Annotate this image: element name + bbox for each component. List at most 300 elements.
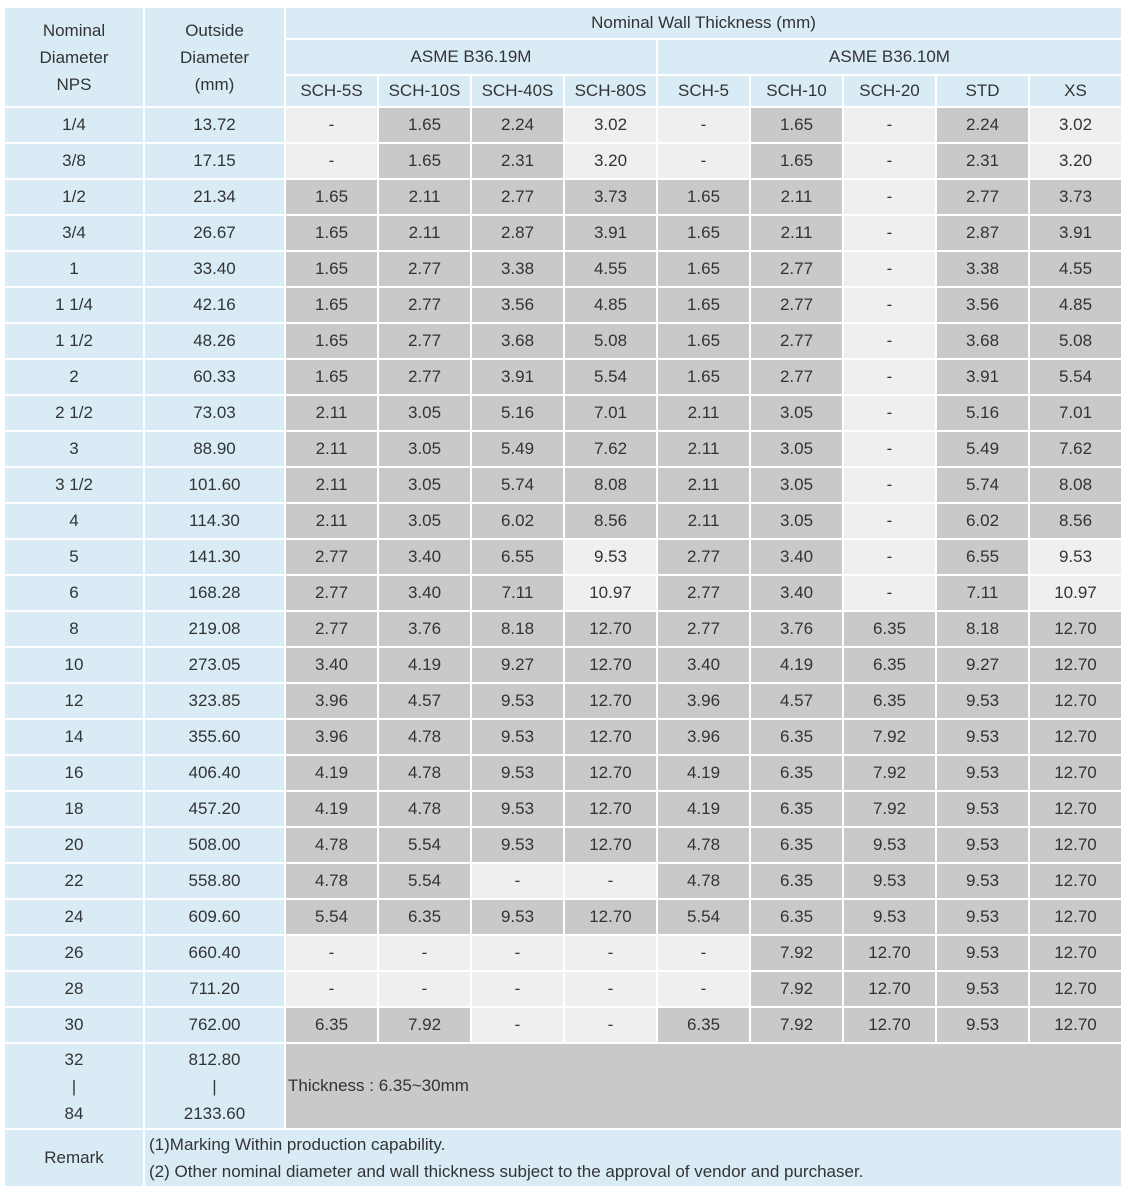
thickness-cell: - <box>565 864 656 898</box>
thickness-cell: 2.77 <box>751 252 842 286</box>
thickness-cell: 2.77 <box>658 576 749 610</box>
thickness-cell: 2.77 <box>379 324 470 358</box>
thickness-cell: 4.57 <box>379 684 470 718</box>
thickness-cell: - <box>844 396 935 430</box>
thickness-cell: 4.78 <box>379 792 470 826</box>
outside-diameter-cell: 660.40 <box>145 936 284 970</box>
thickness-cell: 5.08 <box>565 324 656 358</box>
outside-diameter-cell: 21.34 <box>145 180 284 214</box>
thickness-cell: 7.92 <box>751 936 842 970</box>
thickness-cell: 2.77 <box>286 540 377 574</box>
outside-diameter-line-2: Diameter <box>180 47 249 67</box>
thickness-cell: 5.54 <box>379 828 470 862</box>
table-row <box>5 900 1121 934</box>
range-od-line: | <box>212 1076 217 1096</box>
thickness-cell: 3.40 <box>286 648 377 682</box>
thickness-cell: 12.70 <box>1030 792 1121 826</box>
thickness-cell: 5.49 <box>937 432 1028 466</box>
thickness-cell: 2.11 <box>751 180 842 214</box>
outside-diameter-cell: 17.15 <box>145 144 284 178</box>
outside-diameter-cell: 273.05 <box>145 648 284 682</box>
thickness-cell: 2.11 <box>658 396 749 430</box>
thickness-cell: 9.53 <box>937 684 1028 718</box>
thickness-cell: 3.76 <box>379 612 470 646</box>
schedule-header-sch-5s: SCH-5S <box>286 76 377 106</box>
thickness-cell: 12.70 <box>565 756 656 790</box>
thickness-cell: 4.85 <box>565 288 656 322</box>
thickness-cell: 5.54 <box>658 900 749 934</box>
table-row <box>5 324 1121 358</box>
thickness-cell: 6.35 <box>751 828 842 862</box>
thickness-cell: - <box>565 972 656 1006</box>
thickness-cell: 6.35 <box>751 720 842 754</box>
outside-diameter-cell: 26.67 <box>145 216 284 250</box>
table-row <box>5 1008 1121 1042</box>
thickness-cell: 7.92 <box>751 972 842 1006</box>
thickness-cell: 7.62 <box>1030 432 1121 466</box>
thickness-cell: 12.70 <box>1030 612 1121 646</box>
thickness-cell: - <box>472 1008 563 1042</box>
thickness-cell: 1.65 <box>658 360 749 394</box>
thickness-cell: - <box>658 936 749 970</box>
thickness-cell: 12.70 <box>1030 936 1121 970</box>
thickness-cell: - <box>658 108 749 142</box>
outside-diameter-line-1: Outside <box>185 20 244 40</box>
thickness-cell: - <box>844 108 935 142</box>
thickness-cell: 7.01 <box>565 396 656 430</box>
nps-cell: 1 <box>5 252 143 286</box>
nps-cell: 3 1/2 <box>5 468 143 502</box>
thickness-cell: 2.11 <box>286 396 377 430</box>
thickness-cell: 3.02 <box>1030 108 1121 142</box>
header-row-1 <box>5 8 1121 38</box>
nps-cell: 18 <box>5 792 143 826</box>
nps-cell: 2 1/2 <box>5 396 143 430</box>
thickness-cell: - <box>844 216 935 250</box>
outside-diameter-cell: 457.20 <box>145 792 284 826</box>
thickness-cell: 10.97 <box>1030 576 1121 610</box>
thickness-cell: 2.11 <box>658 432 749 466</box>
thickness-cell: 9.53 <box>937 756 1028 790</box>
thickness-cell: 3.91 <box>472 360 563 394</box>
thickness-cell: - <box>844 468 935 502</box>
thickness-cell: 9.53 <box>844 864 935 898</box>
thickness-cell: 1.65 <box>286 252 377 286</box>
thickness-cell: - <box>844 252 935 286</box>
thickness-cell: 1.65 <box>286 216 377 250</box>
nps-cell: 2 <box>5 360 143 394</box>
outside-diameter-cell: 558.80 <box>145 864 284 898</box>
table-row <box>5 252 1121 286</box>
table-row <box>5 468 1121 502</box>
pipe-schedule-table <box>3 6 1123 1188</box>
thickness-cell: 12.70 <box>844 1008 935 1042</box>
thickness-cell: 6.02 <box>937 504 1028 538</box>
schedule-header-sch-10s: SCH-10S <box>379 76 470 106</box>
thickness-cell: 5.74 <box>472 468 563 502</box>
thickness-cell: 2.77 <box>472 180 563 214</box>
thickness-cell: 2.77 <box>751 288 842 322</box>
nps-cell: 30 <box>5 1008 143 1042</box>
thickness-cell: 12.70 <box>565 612 656 646</box>
thickness-cell: 8.56 <box>565 504 656 538</box>
thickness-cell: 5.49 <box>472 432 563 466</box>
thickness-cell: 5.74 <box>937 468 1028 502</box>
thickness-cell: 3.05 <box>379 396 470 430</box>
thickness-cell: 9.53 <box>472 756 563 790</box>
thickness-cell: 9.53 <box>937 864 1028 898</box>
thickness-cell: - <box>844 504 935 538</box>
schedule-header-xs: XS <box>1030 76 1121 106</box>
thickness-cell: 5.54 <box>565 360 656 394</box>
thickness-cell: 9.53 <box>937 828 1028 862</box>
thickness-cell: 9.53 <box>565 540 656 574</box>
thickness-cell: 2.77 <box>379 360 470 394</box>
nps-cell: 1 1/4 <box>5 288 143 322</box>
thickness-cell: 2.31 <box>472 144 563 178</box>
thickness-cell: 9.53 <box>472 720 563 754</box>
thickness-cell: 12.70 <box>1030 684 1121 718</box>
thickness-cell: 4.78 <box>379 720 470 754</box>
thickness-cell: 12.70 <box>565 648 656 682</box>
thickness-cell: 2.11 <box>379 216 470 250</box>
thickness-cell: 6.35 <box>844 648 935 682</box>
thickness-cell: 3.40 <box>751 576 842 610</box>
outside-diameter-cell: 33.40 <box>145 252 284 286</box>
standard-asme-b36-10m: ASME B36.10M <box>658 40 1121 74</box>
thickness-cell: 3.05 <box>379 504 470 538</box>
nps-cell: 1/4 <box>5 108 143 142</box>
thickness-cell: 12.70 <box>844 936 935 970</box>
thickness-cell: 2.31 <box>937 144 1028 178</box>
table-row <box>5 432 1121 466</box>
outside-diameter-cell: 13.72 <box>145 108 284 142</box>
thickness-cell: 12.70 <box>1030 1008 1121 1042</box>
thickness-cell: 3.40 <box>751 540 842 574</box>
thickness-cell: 4.19 <box>751 648 842 682</box>
thickness-cell: 9.53 <box>1030 540 1121 574</box>
thickness-cell: 2.24 <box>472 108 563 142</box>
thickness-cell: 12.70 <box>1030 756 1121 790</box>
thickness-cell: 1.65 <box>379 108 470 142</box>
table-row <box>5 216 1121 250</box>
remark-line: (2) Other nominal diameter and wall thickness subject to the approval of vendor and purchaser. <box>149 1162 864 1181</box>
thickness-cell: 3.38 <box>472 252 563 286</box>
table-row <box>5 108 1121 142</box>
thickness-cell: 3.20 <box>1030 144 1121 178</box>
nps-cell: 10 <box>5 648 143 682</box>
thickness-cell: 4.57 <box>751 684 842 718</box>
thickness-cell: - <box>286 108 377 142</box>
schedule-header-sch-40s: SCH-40S <box>472 76 563 106</box>
outside-diameter-cell: 323.85 <box>145 684 284 718</box>
thickness-cell: 4.19 <box>379 648 470 682</box>
thickness-cell: 6.35 <box>751 864 842 898</box>
remark-row <box>5 1130 1121 1186</box>
schedule-header-sch-80s: SCH-80S <box>565 76 656 106</box>
thickness-cell: 3.96 <box>658 720 749 754</box>
standard-asme-b36-19m: ASME B36.19M <box>286 40 656 74</box>
range-nps-cell <box>5 1044 143 1128</box>
thickness-range-note: Thickness : 6.35~30mm <box>286 1044 1121 1128</box>
nps-cell: 6 <box>5 576 143 610</box>
table-row <box>5 396 1121 430</box>
range-nps-line: 32 <box>64 1049 84 1069</box>
thickness-cell: 3.68 <box>472 324 563 358</box>
thickness-cell: 8.08 <box>565 468 656 502</box>
table-row <box>5 972 1121 1006</box>
thickness-cell: 5.16 <box>472 396 563 430</box>
thickness-cell: 6.35 <box>658 1008 749 1042</box>
table-row <box>5 540 1121 574</box>
thickness-cell: 12.70 <box>1030 720 1121 754</box>
thickness-cell: 6.35 <box>379 900 470 934</box>
thickness-cell: 3.40 <box>658 648 749 682</box>
thickness-cell: 3.73 <box>1030 180 1121 214</box>
thickness-cell: 3.96 <box>286 684 377 718</box>
outside-diameter-cell: 168.28 <box>145 576 284 610</box>
thickness-cell: 1.65 <box>658 180 749 214</box>
table-row <box>5 288 1121 322</box>
thickness-cell: 9.53 <box>937 792 1028 826</box>
range-od-line: 2133.60 <box>183 1103 246 1123</box>
thickness-cell: 4.78 <box>658 864 749 898</box>
thickness-cell: - <box>844 288 935 322</box>
thickness-cell: 2.11 <box>286 432 377 466</box>
nominal-diameter-header <box>5 8 143 106</box>
thickness-cell: 2.77 <box>286 612 377 646</box>
remark-content <box>145 1130 1121 1186</box>
thickness-cell: - <box>286 972 377 1006</box>
thickness-cell: 5.16 <box>937 396 1028 430</box>
nps-cell: 4 <box>5 504 143 538</box>
thickness-cell: 3.05 <box>751 468 842 502</box>
thickness-cell: 3.96 <box>286 720 377 754</box>
outside-diameter-cell: 406.40 <box>145 756 284 790</box>
outside-diameter-cell: 88.90 <box>145 432 284 466</box>
thickness-cell: 4.55 <box>1030 252 1121 286</box>
thickness-cell: 7.92 <box>379 1008 470 1042</box>
thickness-cell: 1.65 <box>658 288 749 322</box>
range-nps-line: | <box>71 1076 77 1096</box>
table-row <box>5 828 1121 862</box>
thickness-cell: 2.77 <box>379 252 470 286</box>
thickness-cell: 5.08 <box>1030 324 1121 358</box>
nps-cell: 3/8 <box>5 144 143 178</box>
nps-cell: 28 <box>5 972 143 1006</box>
thickness-cell: 3.40 <box>379 540 470 574</box>
thickness-cell: 12.70 <box>1030 828 1121 862</box>
thickness-cell: - <box>472 936 563 970</box>
thickness-cell: 5.54 <box>379 864 470 898</box>
thickness-cell: 7.01 <box>1030 396 1121 430</box>
thickness-cell: 9.53 <box>937 720 1028 754</box>
thickness-cell: 4.78 <box>286 828 377 862</box>
thickness-cell: 1.65 <box>286 324 377 358</box>
thickness-cell: - <box>472 864 563 898</box>
thickness-cell: 3.20 <box>565 144 656 178</box>
thickness-cell: 3.05 <box>379 468 470 502</box>
thickness-cell: 9.53 <box>472 792 563 826</box>
thickness-cell: 6.02 <box>472 504 563 538</box>
nominal-diameter-line-1: Nominal <box>42 20 106 40</box>
thickness-cell: 12.70 <box>565 720 656 754</box>
thickness-cell: 3.38 <box>937 252 1028 286</box>
range-od-cell <box>145 1044 284 1128</box>
thickness-cell: - <box>472 972 563 1006</box>
table-row <box>5 756 1121 790</box>
thickness-cell: 4.85 <box>1030 288 1121 322</box>
thickness-cell: 9.53 <box>937 900 1028 934</box>
thickness-cell: 3.91 <box>937 360 1028 394</box>
thickness-cell: - <box>844 324 935 358</box>
table-row <box>5 648 1121 682</box>
thickness-cell: 12.70 <box>1030 900 1121 934</box>
remark-line: (1)Marking Within production capability. <box>149 1135 446 1154</box>
thickness-cell: 2.11 <box>286 468 377 502</box>
outside-diameter-cell: 609.60 <box>145 900 284 934</box>
thickness-cell: 3.56 <box>937 288 1028 322</box>
outside-diameter-cell: 355.60 <box>145 720 284 754</box>
nominal-diameter-line-2: Diameter <box>39 47 109 67</box>
thickness-cell: 3.68 <box>937 324 1028 358</box>
thickness-cell: 8.56 <box>1030 504 1121 538</box>
nps-cell: 1/2 <box>5 180 143 214</box>
table-row <box>5 936 1121 970</box>
thickness-cell: - <box>379 972 470 1006</box>
thickness-cell: 1.65 <box>286 360 377 394</box>
thickness-cell: 2.11 <box>658 468 749 502</box>
thickness-cell: 9.53 <box>472 828 563 862</box>
table-row <box>5 720 1121 754</box>
thickness-cell: 3.05 <box>751 432 842 466</box>
table-row <box>5 360 1121 394</box>
thickness-cell: 3.05 <box>379 432 470 466</box>
thickness-cell: 1.65 <box>658 324 749 358</box>
thickness-cell: 9.53 <box>472 900 563 934</box>
thickness-cell: 6.35 <box>751 792 842 826</box>
thickness-cell: 4.19 <box>286 792 377 826</box>
thickness-cell: 4.19 <box>286 756 377 790</box>
thickness-cell: 9.27 <box>472 648 563 682</box>
nominal-diameter-line-3: NPS <box>56 74 92 94</box>
thickness-cell: 2.87 <box>937 216 1028 250</box>
nps-cell: 8 <box>5 612 143 646</box>
thickness-cell: 12.70 <box>844 972 935 1006</box>
thickness-cell: 3.40 <box>379 576 470 610</box>
range-od-line: 812.80 <box>188 1049 241 1069</box>
thickness-cell: 2.77 <box>937 180 1028 214</box>
outside-diameter-cell: 73.03 <box>145 396 284 430</box>
thickness-cell: 1.65 <box>379 144 470 178</box>
thickness-cell: 9.53 <box>937 972 1028 1006</box>
thickness-cell: 9.53 <box>937 1008 1028 1042</box>
outside-diameter-cell: 101.60 <box>145 468 284 502</box>
nps-cell: 26 <box>5 936 143 970</box>
thickness-cell: 7.92 <box>844 756 935 790</box>
thickness-cell: 1.65 <box>658 216 749 250</box>
thickness-cell: 12.70 <box>565 828 656 862</box>
thickness-cell: - <box>286 936 377 970</box>
outside-diameter-header <box>145 8 284 106</box>
thickness-cell: 6.35 <box>844 612 935 646</box>
thickness-cell: - <box>658 144 749 178</box>
thickness-cell: 8.18 <box>472 612 563 646</box>
outside-diameter-cell: 114.30 <box>145 504 284 538</box>
thickness-cell: 2.77 <box>286 576 377 610</box>
outside-diameter-cell: 219.08 <box>145 612 284 646</box>
nps-cell: 3 <box>5 432 143 466</box>
thickness-cell: 7.11 <box>472 576 563 610</box>
thickness-cell: 12.70 <box>1030 972 1121 1006</box>
thickness-cell: 9.53 <box>937 936 1028 970</box>
thickness-cell: 3.76 <box>751 612 842 646</box>
wall-thickness-title: Nominal Wall Thickness (mm) <box>286 8 1121 38</box>
outside-diameter-cell: 48.26 <box>145 324 284 358</box>
table-row <box>5 180 1121 214</box>
thickness-cell: 7.62 <box>565 432 656 466</box>
thickness-cell: 7.11 <box>937 576 1028 610</box>
thickness-cell: 3.02 <box>565 108 656 142</box>
thickness-cell: 3.91 <box>565 216 656 250</box>
thickness-cell: 9.27 <box>937 648 1028 682</box>
thickness-cell: 3.91 <box>1030 216 1121 250</box>
thickness-cell: 8.18 <box>937 612 1028 646</box>
thickness-cell: - <box>844 576 935 610</box>
thickness-cell: 7.92 <box>844 720 935 754</box>
thickness-cell: 1.65 <box>286 180 377 214</box>
thickness-cell: - <box>844 144 935 178</box>
thickness-cell: 6.35 <box>844 684 935 718</box>
schedule-header-sch-10: SCH-10 <box>751 76 842 106</box>
thickness-cell: - <box>565 936 656 970</box>
thickness-cell: 4.78 <box>658 828 749 862</box>
schedule-header-std: STD <box>937 76 1028 106</box>
thickness-cell: 2.87 <box>472 216 563 250</box>
nps-cell: 16 <box>5 756 143 790</box>
nps-cell: 22 <box>5 864 143 898</box>
thickness-cell: 4.55 <box>565 252 656 286</box>
outside-diameter-cell: 60.33 <box>145 360 284 394</box>
thickness-cell: - <box>844 360 935 394</box>
nps-cell: 14 <box>5 720 143 754</box>
thickness-cell: 3.73 <box>565 180 656 214</box>
outside-diameter-cell: 141.30 <box>145 540 284 574</box>
thickness-cell: 2.11 <box>379 180 470 214</box>
table-row <box>5 864 1121 898</box>
table-row <box>5 144 1121 178</box>
thickness-cell: - <box>658 972 749 1006</box>
schedule-header-sch-5: SCH-5 <box>658 76 749 106</box>
nps-cell: 20 <box>5 828 143 862</box>
thickness-cell: - <box>379 936 470 970</box>
outside-diameter-cell: 42.16 <box>145 288 284 322</box>
nps-cell: 3/4 <box>5 216 143 250</box>
thickness-cell: 3.56 <box>472 288 563 322</box>
thickness-cell: 2.77 <box>379 288 470 322</box>
thickness-cell: 6.35 <box>751 900 842 934</box>
thickness-cell: 9.53 <box>472 684 563 718</box>
outside-diameter-cell: 711.20 <box>145 972 284 1006</box>
thickness-cell: 12.70 <box>1030 648 1121 682</box>
thickness-cell: 8.08 <box>1030 468 1121 502</box>
thickness-cell: 12.70 <box>565 900 656 934</box>
thickness-cell: 9.53 <box>844 900 935 934</box>
nps-cell: 5 <box>5 540 143 574</box>
thickness-cell: 12.70 <box>565 684 656 718</box>
thickness-cell: 2.77 <box>751 324 842 358</box>
table-row <box>5 576 1121 610</box>
